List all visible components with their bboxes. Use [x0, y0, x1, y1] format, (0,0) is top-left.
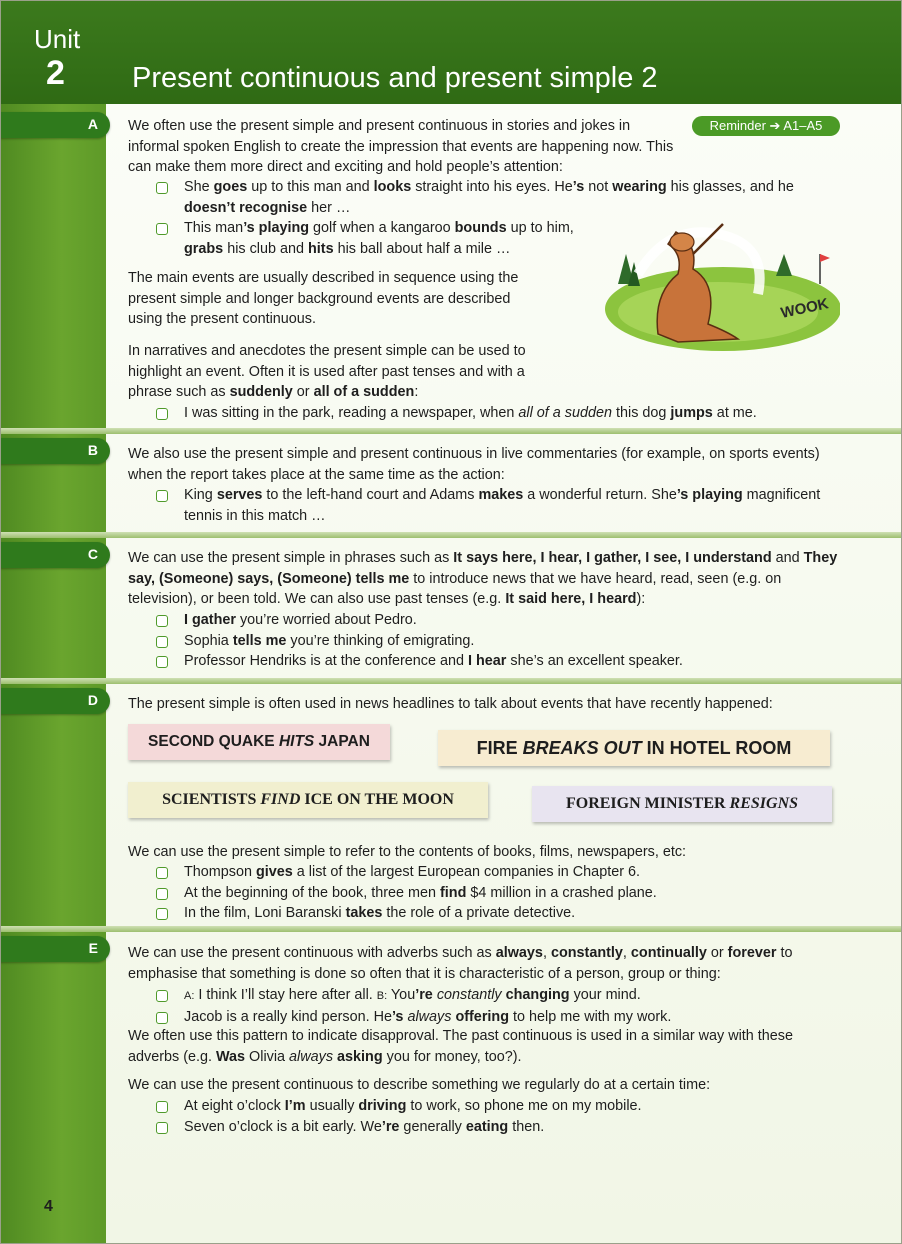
example-item: Sophia tells me you’re thinking of emigrating.: [128, 631, 838, 652]
section-a-examples: [128, 177, 838, 218]
page-number: 4: [44, 1198, 53, 1215]
section-a-example-2: [128, 218, 593, 259]
section-a-para3: [128, 341, 548, 403]
section-d-examples: [128, 862, 838, 924]
paragraph: The main events are usually described in sequence using the present simple and longer background events are described using the present continuous.: [128, 270, 519, 327]
section-letter: B: [87, 442, 98, 458]
example-item: I gather you’re worried about Pedro.: [128, 610, 838, 631]
section-letter: D: [87, 692, 98, 708]
paragraph: We also use the present simple and present continuous in live commentaries (for example, on sports events) when the report takes place at the same time as the action:: [128, 446, 820, 483]
section-tab-c: [0, 542, 110, 568]
headline-2: FIRE BREAKS OUT IN HOTEL ROOM: [438, 730, 830, 766]
example-item: Professor Hendriks is at the conference and I hear she’s an excellent speaker.: [128, 651, 838, 672]
section-e-examples-2: [128, 1096, 838, 1137]
section-letter: C: [87, 546, 98, 562]
kangaroo-golf-cartoon: [598, 214, 840, 354]
example-item: Jacob is a really kind person. He’s always offering to help me with my work.: [128, 1007, 838, 1028]
section-c-examples: [128, 610, 838, 672]
section-c-intro: [128, 548, 838, 610]
unit-header: [0, 0, 902, 104]
paragraph: The present simple is often used in news headlines to talk about events that have recently happened:: [128, 696, 773, 712]
section-tab-d: [0, 688, 110, 714]
section-a-example-3: [128, 403, 838, 424]
unit-number: 2: [46, 54, 65, 92]
paragraph: We can use the present simple in phrases such as It says here, I hear, I gather, I see, I understand and They say, (Someone) says, (Someone) tells me to introduce news that we have heard, read, seen (e.g. on television), or been told. We can also use past tenses (e.g. It said here, I heard):: [128, 550, 838, 607]
headline-1: SECOND QUAKE HITS JAPAN: [128, 724, 390, 760]
section-letter: A: [87, 116, 98, 132]
example-item: At eight o’clock I’m usually driving to work, so phone me on my mobile.: [128, 1096, 838, 1117]
example-item: I was sitting in the park, reading a newspaper, when all of a sudden this dog jumps at me.: [128, 403, 838, 424]
paragraph: We can use the present continuous to describe something we regularly do at a certain time:: [128, 1077, 711, 1093]
example-item: She goes up to this man and looks straight into his eyes. He’s not wearing his glasses, and he doesn’t recognise her …: [128, 177, 838, 218]
section-b-example: [128, 485, 838, 526]
example-item: King serves to the left-hand court and Adams makes a wonderful return. She’s playing magnificent tennis in this match …: [128, 485, 838, 526]
unit-label: Unit: [34, 24, 81, 54]
tree-shape: [776, 254, 792, 276]
section-d-intro: [128, 694, 838, 715]
example-item: Seven o’clock is a bit early. We’re generally eating then.: [128, 1117, 838, 1138]
headline-4: FOREIGN MINISTER RESIGNS: [532, 786, 832, 822]
paragraph: In narratives and anecdotes the present simple can be used to highlight an event. Often it is used after past tenses and with a phrase such as suddenly or all of a sudden:: [128, 343, 526, 400]
section-e-para3: [128, 1075, 838, 1096]
section-divider: [0, 532, 902, 538]
cartoon-sound-text: WOOK: [779, 295, 831, 322]
paragraph: We often use the present simple and present continuous in stories and jokes in informal spoken English to create the impression that events are happening now. This can make them more direct and exciting and hold people’s attention:: [128, 118, 674, 175]
paragraph: We can use the present simple to refer to the contents of books, films, newspapers, etc:: [128, 844, 687, 860]
section-d-para2: [128, 842, 838, 863]
section-divider: [0, 926, 902, 932]
section-a-intro: [128, 116, 684, 178]
page-title: Present continuous and present simple 2: [132, 62, 658, 94]
section-e-para2: [128, 1026, 838, 1067]
example-item: This man’s playing golf when a kangaroo bounds up to him, grabs his club and hits his ball about half a mile …: [128, 218, 593, 259]
example-item: A: I think I’ll stay here after all. B: You’re constantly changing your mind.: [128, 985, 838, 1007]
section-tab-b: [0, 438, 110, 464]
kangaroo-head: [670, 233, 694, 251]
section-b-intro: [128, 444, 838, 485]
paragraph: We often use this pattern to indicate disapproval. The past continuous is used in a similar way with these adverbs (e.g. Was Olivia always asking you for money, too?).: [128, 1028, 793, 1065]
section-e-intro: [128, 943, 838, 984]
reminder-badge[interactable]: Reminder ➔ A1–A5: [692, 116, 840, 136]
section-e-examples: [128, 985, 838, 1027]
section-divider: [0, 428, 902, 434]
headline-3: SCIENTISTS FIND ICE ON THE MOON: [128, 782, 488, 818]
example-item: Thompson gives a list of the largest European companies in Chapter 6.: [128, 862, 838, 883]
section-a-para2: [128, 268, 548, 330]
paragraph: We can use the present continuous with adverbs such as always, constantly, continually or forever to emphasise that something is done so often that it is characteristic of a person, group or thing:: [128, 945, 793, 982]
section-tab-a: [0, 112, 110, 138]
example-item: At the beginning of the book, three men find $4 million in a crashed plane.: [128, 883, 838, 904]
left-green-band: [0, 0, 112, 1244]
section-letter: E: [88, 940, 98, 956]
example-item: In the film, Loni Baranski takes the role of a private detective.: [128, 903, 838, 924]
section-tab-e: [0, 936, 110, 962]
section-divider: [0, 678, 902, 684]
flag: [820, 254, 830, 262]
